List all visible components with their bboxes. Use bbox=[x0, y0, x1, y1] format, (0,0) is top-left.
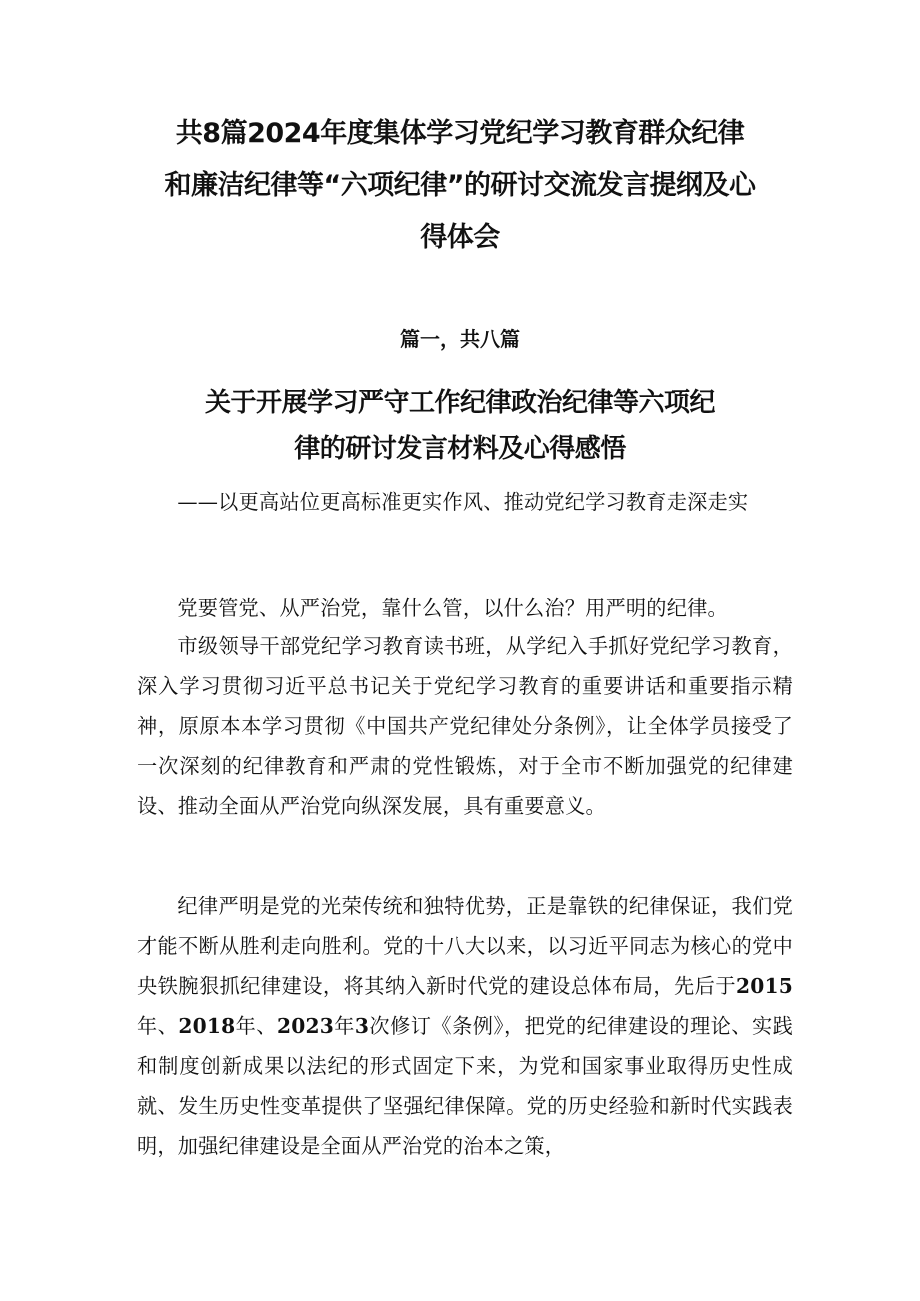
paragraph-segment: 年、 bbox=[137, 1014, 179, 1038]
paragraph-2 bbox=[137, 626, 793, 826]
title-line: 共8篇2024年度集体学习党纪学习教育群众纪律 bbox=[175, 118, 745, 149]
paragraph-segment: 年 bbox=[333, 1014, 355, 1038]
revision-count: 3 bbox=[354, 1014, 370, 1038]
year-number: 2015 bbox=[736, 974, 793, 998]
paragraph-segment: 次修订《条例》，把党的纪律建设的理论、实践和制度创新成果以法纪的形式固定下来，为党和国家事业取得历史性成就、发生历史性变革提供了坚强纪律保障。党的历史经验和新时代实践表明，加强纪律建设是全面从严治党的治本之策， bbox=[137, 1014, 794, 1158]
document-title bbox=[120, 108, 800, 264]
paragraph-1 bbox=[137, 588, 793, 628]
section-title bbox=[120, 380, 800, 472]
subtitle bbox=[137, 482, 793, 522]
paragraph-text: 党要管党、从严治党，靠什么管，以什么治？用严明的纪律。 bbox=[177, 596, 728, 620]
paragraph-segment: 年、 bbox=[235, 1014, 277, 1038]
year-number: 2018 bbox=[178, 1014, 236, 1038]
section-label: 篇一，共八篇 bbox=[400, 327, 520, 351]
paragraph-3 bbox=[137, 886, 793, 1166]
paragraph-segment: 纪律严明是党的光荣传统和独特优势，正是靠铁的纪律保证，我们党才能不断从胜利走向胜利。党的十八大以来，以习近平同志为核心的党中央铁腕狠抓纪律建设，将其纳入新时代党的建设总体布局，先后于 bbox=[137, 894, 793, 998]
subtitle-text: ——以更高站位更高标准更实作风、推动党纪学习教育走深走实 bbox=[177, 490, 749, 514]
section-title-line: 律的研讨发言材料及心得感悟 bbox=[294, 434, 626, 464]
section-title-line: 关于开展学习严守工作纪律政治纪律等六项纪 bbox=[204, 388, 715, 418]
paragraph-text bbox=[137, 886, 793, 1166]
title-line: 得体会 bbox=[420, 222, 500, 253]
year-number: 2023 bbox=[276, 1014, 334, 1038]
paragraph-text: 市级领导干部党纪学习教育读书班，从学纪入手抓好党纪学习教育，深入学习贯彻习近平总书记关于党纪学习教育的重要讲话和重要指示精神，原原本本学习贯彻《中国共产党纪律处分条例》，让全体学员接受了一次深刻的纪律教育和严肃的党性锻炼，对于全市不断加强党的纪律建设、推动全面从严治党向纵深发展，具有重要意义。 bbox=[137, 634, 793, 818]
title-line: 和廉洁纪律等“六项纪律”的研讨交流发言提纲及心 bbox=[164, 170, 756, 201]
